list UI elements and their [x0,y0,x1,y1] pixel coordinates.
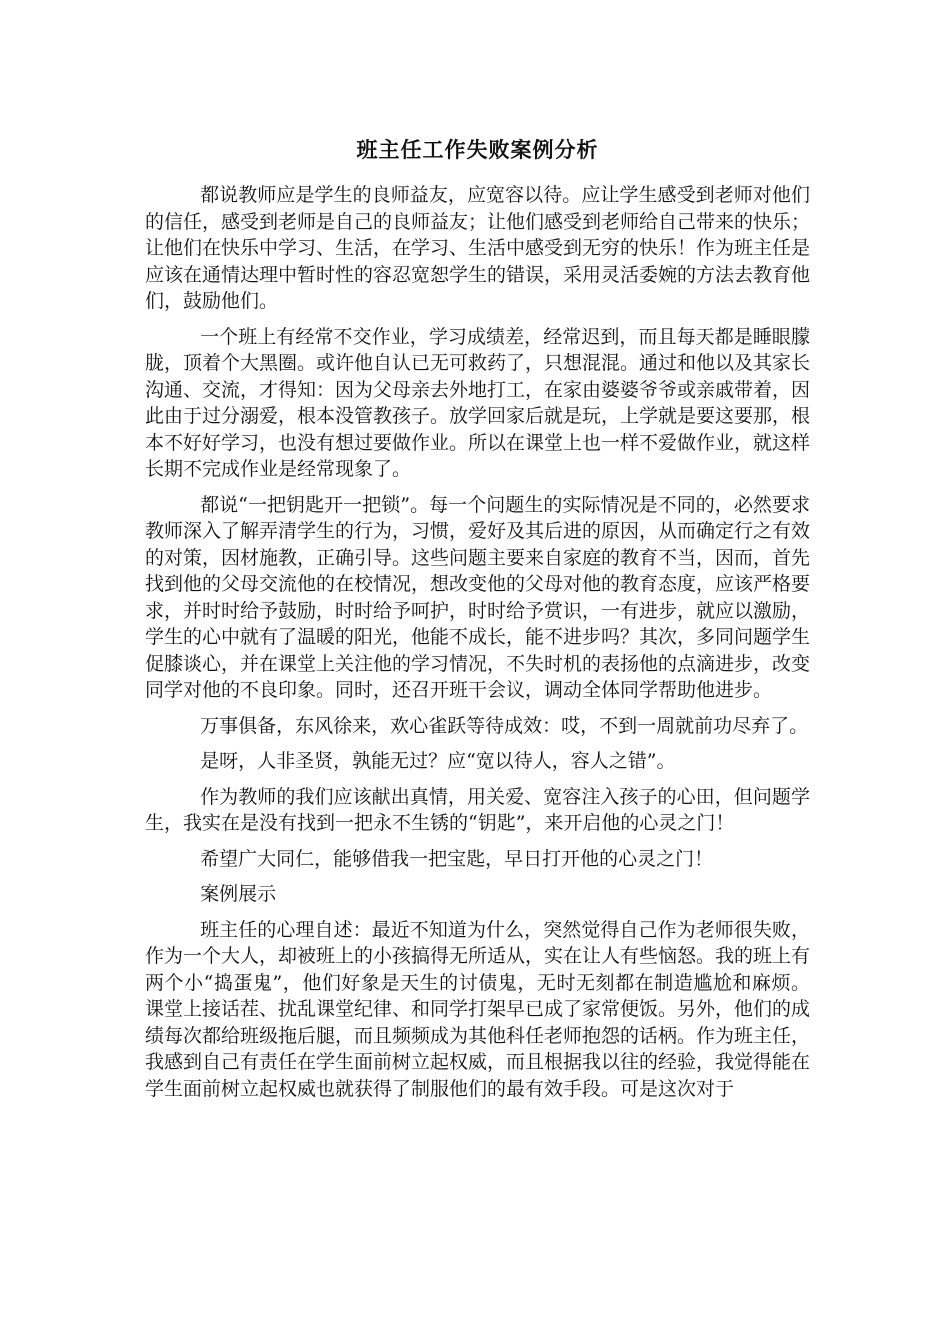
document-title: 班主任工作失败案例分析 [356,138,599,162]
paragraph-3: 都说“一把钥匙开一把锁”。每一个问题生的实际情况是不同的，必然要求教师深入了解弄清学生的行为，习惯，爱好及其后进的原因，从而确定行之有效的对策，因材施教，正确引导。这些问题主要来自家庭的教育不当，因而，首先找到他的父母交流他的在校情况，想改变他的父母对他的教育态度，应该严格要求，并时时给予鼓励，时时给予呵护，时时给予赏识，一有进步，就应以激励，学生的心中就有了温暖的阳光，他能不成长，能不进步吗？其次，多同问题学生促膝谈心，并在课堂上关注他的学习情况，不失时机的表扬他的点滴进步，改变同学对他的不良印象。同时，还召开班干会议，调动全体同学帮助他进步。 [145,493,811,701]
paragraph-4: 万事俱备，东风徐来，欢心雀跃等待成效：哎，不到一周就前功尽弃了。 [200,714,809,737]
paragraph-2: 一个班上有经常不交作业，学习成绩差，经常迟到，而且每天都是睡眼朦胧，顶着个大黑圈。或许他自认已无可救药了，只想混混。通过和他以及其家长沟通、交流，才得知：因为父母亲去外地打工，在家由婆婆爷爷或亲戚带着，因此由于过分溺爱，根本没管教孩子。放学回家后就是玩，上学就是要这要那，根本不好好学习，也没有想过要做作业。所以在课堂上也一样不爱做作业，就这样长期不完成作业是经常现象了。 [145,325,811,480]
paragraph-5: 是呀，人非圣贤，孰能无过？应“宽以待人，容人之错”。 [200,750,676,772]
paragraph-1: 都说教师应是学生的良师益友，应宽容以待。应让学生感受到老师对他们的信任，感受到老师是自己的良师益友；让他们感受到老师给自己带来的快乐；让他们在快乐中学习、生活，在学习、生活中感受到无穷的快乐！作为班主任是应该在通情达理中暂时性的容忍宽恕学生的错误，采用灵活委婉的方法去教育他们，鼓励他们。 [145,184,811,312]
section-heading-case: 案例展示 [200,883,277,905]
paragraph-6: 作为教师的我们应该献出真情，用关爱、宽容注入孩子的心田，但问题学生，我实在是没有找到一把永不生锈的“钥匙”，来开启他的心灵之门！ [145,785,810,834]
document-page [145,128,810,1111]
paragraph-9: 班主任的心理自述：最近不知道为什么，突然觉得自己作为老师很失败，作为一个大人，却被班上的小孩搞得无所适从，实在让人有些恼怒。我的班上有两个小“捣蛋鬼”，他们好象是天生的讨债鬼，无时无刻都在制造尴尬和麻烦。课堂上接话茬、扰乱课堂纪律、和同学打架早已成了家常便饭。另外，他们的成绩每次都给班级拖后腿，而且频频成为其他科任老师抱怨的话柄。作为班主任，我感到自己有责任在学生面前树立起权威，而且根据我以往的经验，我觉得能在学生面前树立起权威也就获得了制服他们的最有效手段。可是这次对于 [145,918,811,1100]
paragraph-7: 希望广大同仁，能够借我一把宝匙，早日打开他的心灵之门！ [200,847,714,870]
